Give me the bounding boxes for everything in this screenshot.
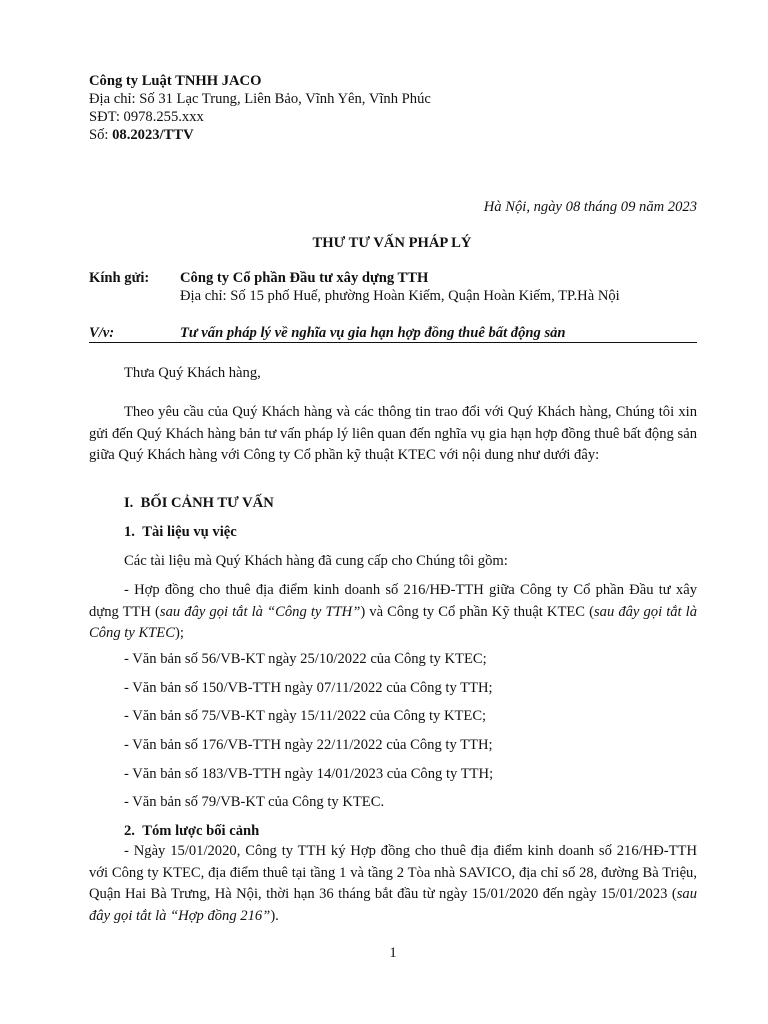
date-line: Hà Nội, ngày 08 tháng 09 năm 2023 xyxy=(483,199,697,215)
recipient-label: Kính gửi: xyxy=(89,270,150,286)
document-item: - Văn bản số 183/VB-TTH ngày 14/01/2023 của Công ty TTH; xyxy=(124,766,494,782)
background-part2: ). xyxy=(270,907,279,924)
document-number-value: 08.2023/TTV xyxy=(112,127,194,143)
subject-label: V/v: xyxy=(89,325,115,341)
doc-main-part1: - Hợp đồng cho thuê địa điểm kinh doanh số 216/HĐ-TTH giữa Công ty Cổ phần Đầu tư xây dựng TTH ( xyxy=(89,582,697,620)
doc-main-italic1: sau đây gọi tắt là “Công ty TTH” xyxy=(159,603,361,620)
law-firm-name: Công ty Luật TNHH JACO xyxy=(89,73,262,89)
background-italic: sau đây gọi tắt là “Hợp đồng 216” xyxy=(89,886,697,924)
subject-divider xyxy=(89,342,697,343)
law-firm-phone: SĐT: 0978.255.xxx xyxy=(89,109,204,125)
subsection-2-heading xyxy=(124,822,259,840)
doc-main-italic2: sau đây gọi tắt là Công ty KTEC xyxy=(89,603,698,641)
doc-main-part2: ) và Công ty Cổ phần Kỹ thuật KTEC ( xyxy=(360,603,594,620)
subsection-2-title: Tóm lược bối cảnh xyxy=(142,823,260,839)
background-text xyxy=(89,841,697,927)
document-item: - Văn bản số 79/VB-KT của Công ty KTEC. xyxy=(124,794,385,810)
intro-text: Theo yêu cầu của Quý Khách hàng và các thông tin trao đổi với Quý Khách hàng, Chúng tôi xin gửi đến Quý Khách hàng bản tư vấn pháp lý liên quan đến nghĩa vụ gia hạn hợp đồng thuê bất động sản giữa Quý Khách hàng với Công ty Cổ phần kỹ thuật KTEC với nội dung như dưới đây: xyxy=(89,404,697,463)
section-1-number: I. xyxy=(124,495,134,511)
document-item: - Văn bản số 75/VB-KT ngày 15/11/2022 của Công ty KTEC; xyxy=(124,708,487,724)
background-paragraph xyxy=(89,841,697,927)
documents-lead: Các tài liệu mà Quý Khách hàng đã cung cấp cho Chúng tôi gồm: xyxy=(124,553,508,569)
subsection-1-heading xyxy=(124,523,237,541)
salutation: Thưa Quý Khách hàng, xyxy=(124,365,261,381)
document-number xyxy=(89,126,194,144)
page-number: 1 xyxy=(389,945,397,961)
background-part1: - Ngày 15/01/2020, Công ty TTH ký Hợp đồng cho thuê địa điểm kinh doanh số 216/HĐ-TTH với Công ty KTEC, địa điểm thuê tại tầng 1 và tầng 2 Tòa nhà SAVICO, địa chỉ số 28, đường Bà Triệu, Quận Hai Bà Trưng, Hà Nội, thời hạn 36 tháng bắt đầu từ ngày 15/01/2020 đến ngày 15/01/2023 ( xyxy=(89,843,697,902)
section-1-title: BỐI CẢNH TƯ VẤN xyxy=(140,495,274,511)
document-number-label: Số: xyxy=(89,127,113,143)
recipient-name: Công ty Cổ phần Đầu tư xây dựng TTH xyxy=(180,270,429,286)
subsection-1-title: Tài liệu vụ việc xyxy=(142,524,237,540)
document-item-main-text xyxy=(89,580,697,645)
law-firm-address: Địa chỉ: Số 31 Lạc Trung, Liên Bảo, Vĩnh Yên, Vĩnh Phúc xyxy=(89,91,431,107)
subsection-1-number: 1. xyxy=(124,524,135,540)
intro-paragraph xyxy=(89,402,697,467)
document-item: - Văn bản số 56/VB-KT ngày 25/10/2022 của Công ty KTEC; xyxy=(124,651,487,667)
recipient-address: Địa chỉ: Số 15 phố Huế, phường Hoàn Kiếm, Quận Hoàn Kiếm, TP.Hà Nội xyxy=(180,288,620,304)
document-item: - Văn bản số 176/VB-TTH ngày 22/11/2022 của Công ty TTH; xyxy=(124,737,493,753)
document-item: - Văn bản số 150/VB-TTH ngày 07/11/2022 của Công ty TTH; xyxy=(124,680,493,696)
letter-title: THƯ TƯ VẤN PHÁP LÝ xyxy=(312,235,472,251)
subsection-2-number: 2. xyxy=(124,823,135,839)
section-1-heading xyxy=(124,494,274,512)
document-item-main xyxy=(89,580,697,645)
subject-text: Tư vấn pháp lý về nghĩa vụ gia hạn hợp đồng thuê bất động sản xyxy=(180,325,566,341)
doc-main-part3: ); xyxy=(174,625,184,641)
